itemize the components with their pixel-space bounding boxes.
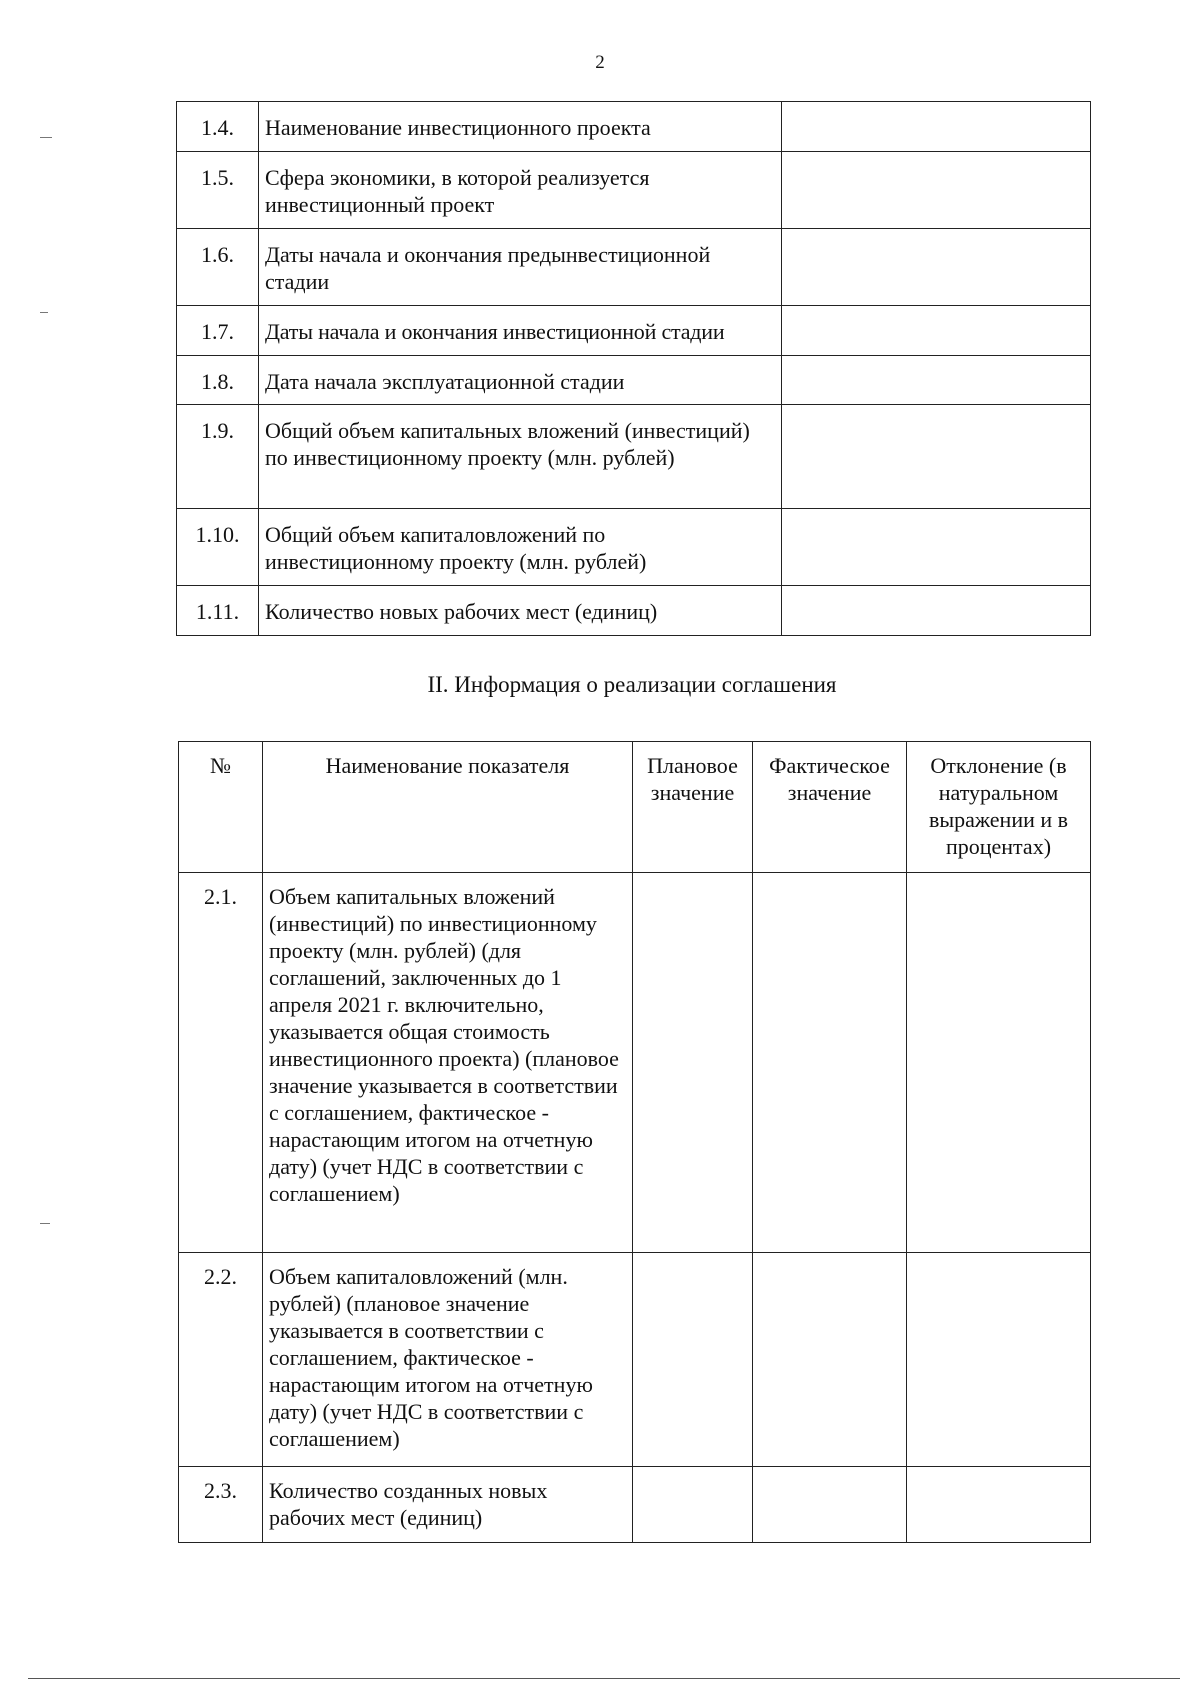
row-name: Объем капиталовложений (млн. рублей) (плановое значение указывается в соответствии с соглашением, фактическое - нарастающим итогом на отчетную дату) (учет НДС в соответствии с соглашением) — [263, 1253, 633, 1467]
project-info-table — [176, 101, 1091, 636]
row-number: 1.4. — [177, 102, 259, 152]
bottom-rule — [28, 1678, 1180, 1679]
planned-value-cell[interactable] — [633, 873, 753, 1253]
margin-mark — [40, 137, 52, 138]
row-value-cell[interactable] — [782, 102, 1091, 152]
row-name: Количество новых рабочих мест (единиц) — [259, 586, 782, 636]
agreement-implementation-table — [178, 741, 1091, 1543]
header-number: № — [179, 742, 263, 873]
row-number: 2.1. — [179, 873, 263, 1253]
row-number: 1.11. — [177, 586, 259, 636]
row-number: 2.3. — [179, 1467, 263, 1543]
table-row — [179, 1253, 1091, 1467]
header-planned: Плановое значение — [633, 742, 753, 873]
margin-mark — [40, 312, 48, 313]
row-value-cell[interactable] — [782, 586, 1091, 636]
row-name: Общий объем капитальных вложений (инвестиций) по инвестиционному проекту (млн. рублей) — [259, 405, 782, 509]
row-name: Объем капитальных вложений (инвестиций) по инвестиционному проекту (млн. рублей) (для соглашений, заключенных до 1 апреля 2021 г. включительно, указывается общая стоимость инвестиционного проекта) (плановое значение указывается в соответствии с соглашением, фактическое - нарастающим итогом на отчетную дату) (учет НДС в соответствии с соглашением) — [263, 873, 633, 1253]
row-value-cell[interactable] — [782, 152, 1091, 229]
table-row — [179, 873, 1091, 1253]
deviation-value-cell[interactable] — [907, 873, 1091, 1253]
margin-mark — [40, 1223, 50, 1224]
row-number: 1.10. — [177, 509, 259, 586]
actual-value-cell[interactable] — [753, 873, 907, 1253]
row-name: Общий объем капиталовложений по инвестиционному проекту (млн. рублей) — [259, 509, 782, 586]
header-name: Наименование показателя — [263, 742, 633, 873]
header-deviation: Отклонение (в натуральном выражении и в процентах) — [907, 742, 1091, 873]
header-actual: Фактическое значение — [753, 742, 907, 873]
table-row — [177, 102, 1091, 152]
page-number: 2 — [595, 52, 605, 73]
row-number: 1.7. — [177, 306, 259, 356]
row-number: 1.6. — [177, 229, 259, 306]
row-value-cell[interactable] — [782, 306, 1091, 356]
row-value-cell[interactable] — [782, 405, 1091, 509]
planned-value-cell[interactable] — [633, 1467, 753, 1543]
deviation-value-cell[interactable] — [907, 1253, 1091, 1467]
table-row — [177, 586, 1091, 636]
table-row — [177, 509, 1091, 586]
actual-value-cell[interactable] — [753, 1467, 907, 1543]
row-name: Наименование инвестиционного проекта — [259, 102, 782, 152]
row-value-cell[interactable] — [782, 509, 1091, 586]
section-title: II. Информация о реализации соглашения — [427, 672, 837, 697]
table-row — [177, 306, 1091, 356]
actual-value-cell[interactable] — [753, 1253, 907, 1467]
table-row — [177, 229, 1091, 306]
row-name: Дата начала эксплуатационной стадии — [259, 356, 782, 405]
row-value-cell[interactable] — [782, 356, 1091, 405]
table-header-row — [179, 742, 1091, 873]
row-number: 2.2. — [179, 1253, 263, 1467]
row-value-cell[interactable] — [782, 229, 1091, 306]
row-number: 1.9. — [177, 405, 259, 509]
row-name: Количество созданных новых рабочих мест (единиц) — [263, 1467, 633, 1543]
row-name: Сфера экономики, в которой реализуется инвестиционный проект — [259, 152, 782, 229]
planned-value-cell[interactable] — [633, 1253, 753, 1467]
table-row — [177, 152, 1091, 229]
row-number: 1.5. — [177, 152, 259, 229]
row-name: Даты начала и окончания инвестиционной стадии — [259, 306, 782, 356]
table-row — [177, 405, 1091, 509]
row-name: Даты начала и окончания предынвестиционной стадии — [259, 229, 782, 306]
table-row — [177, 356, 1091, 405]
deviation-value-cell[interactable] — [907, 1467, 1091, 1543]
table-row — [179, 1467, 1091, 1543]
row-number: 1.8. — [177, 356, 259, 405]
